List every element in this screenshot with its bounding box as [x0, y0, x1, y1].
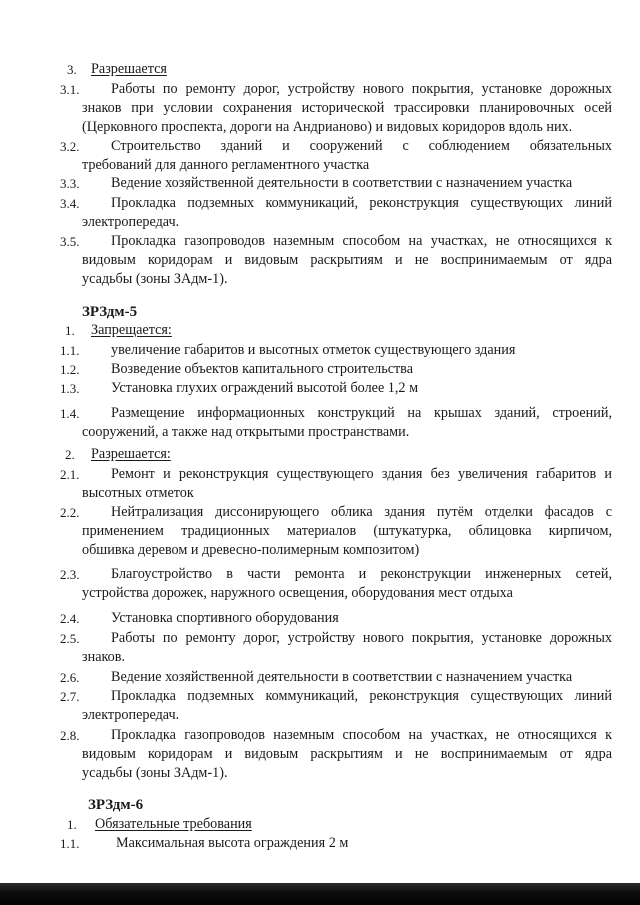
item-text: Установка спортивного оборудования: [111, 610, 339, 626]
item-number: 3.2.: [60, 139, 80, 154]
item-text: Прокладка подземных коммуникаций, реконструкция существующих линий: [111, 688, 612, 704]
item-text: Работы по ремонту дорог, устройству нового покрытия, установке дорожных: [111, 81, 612, 97]
item-number: 2.5.: [60, 631, 80, 646]
scan-edge-shadow: [0, 883, 640, 905]
item-text: обшивка деревом и древесно-полимерным композитом): [82, 542, 420, 558]
item-text: Возведение объектов капитального строительства: [111, 361, 413, 377]
item-text: Ремонт и реконструкция существующего здания без увеличения габаритов и: [111, 466, 612, 482]
item-text: сооружений, а также над открытыми пространствами.: [82, 424, 410, 440]
item-number: 2.2.: [60, 505, 80, 520]
item-text: (Церковного проспекта, дороги на Андрианово) и видовых коридоров вдоль них.: [82, 119, 573, 135]
section-title: Обязательные требования: [95, 816, 252, 832]
item-number: 1.2.: [60, 362, 80, 377]
item-text: Ведение хозяйственной деятельности в соответствии с назначением участка: [111, 175, 573, 191]
item-text: электропередач.: [82, 707, 180, 723]
item-number: 2.1.: [60, 467, 80, 482]
item-number: 3.1.: [60, 82, 80, 97]
item-text: высотных отметок: [82, 485, 194, 501]
section-number: 2.: [65, 447, 75, 462]
item-text: Нейтрализация диссонирующего облика здания путём отделки фасадов с: [111, 504, 612, 520]
item-text: знаков.: [82, 649, 126, 665]
zone-heading: ЗРЗдм-6: [88, 797, 144, 813]
item-number: 3.4.: [60, 196, 80, 211]
section-title: Разрешается:: [91, 446, 171, 462]
item-text: Работы по ремонту дорог, устройству нового покрытия, установке дорожных: [111, 630, 612, 646]
item-text: устройства дорожек, наружного освещения, оборудования мест отдыха: [82, 585, 513, 601]
section-title: Разрешается: [91, 61, 167, 77]
item-number: 3.3.: [60, 176, 80, 191]
section-title: Запрещается:: [91, 322, 172, 338]
item-number: 2.4.: [60, 611, 80, 626]
item-number: 1.1.: [60, 343, 80, 358]
item-text: Максимальная высота ограждения 2 м: [116, 835, 349, 851]
item-text: применением традиционных материалов (штукатурка, облицовка кирпичом,: [82, 523, 612, 539]
item-text: Ведение хозяйственной деятельности в соответствии с назначением участка: [111, 669, 573, 685]
item-text: Прокладка подземных коммуникаций, реконструкция существующих линий: [111, 195, 612, 211]
item-number: 2.7.: [60, 689, 80, 704]
item-text: усадьбы (зоны ЗАдм-1).: [82, 271, 228, 287]
section-number: 1.: [67, 817, 77, 832]
item-text: Размещение информационных конструкций на крышах зданий, строений,: [111, 405, 612, 421]
item-text: усадьбы (зоны ЗАдм-1).: [82, 765, 228, 781]
item-number: 3.5.: [60, 234, 80, 249]
item-text: видовым коридорам и видовым раскрытиям и не воспринимаемым от ядра: [82, 252, 612, 268]
item-text: Благоустройство в части ремонта и реконструкции инженерных сетей,: [111, 566, 612, 582]
item-text: электропередач.: [82, 214, 180, 230]
item-text: Строительство зданий и сооружений с соблюдением обязательных: [111, 138, 612, 154]
section-number: 3.: [67, 62, 77, 77]
item-text: Прокладка газопроводов наземным способом на участках, не относящихся к: [111, 727, 612, 743]
item-number: 2.6.: [60, 670, 80, 685]
item-number: 2.3.: [60, 567, 80, 582]
item-number: 2.8.: [60, 728, 80, 743]
zone-heading: ЗРЗдм-5: [82, 304, 138, 320]
item-text: требований для данного регламентного участка: [82, 157, 370, 173]
item-number: 1.3.: [60, 381, 80, 396]
item-text: увеличение габаритов и высотных отметок существующего здания: [111, 342, 516, 358]
section-number: 1.: [65, 323, 75, 338]
item-text: видовым коридорам и видовым раскрытиям и не воспринимаемым от ядра: [82, 746, 612, 762]
item-number: 1.4.: [60, 406, 80, 421]
item-text: Прокладка газопроводов наземным способом на участках, не относящихся к: [111, 233, 612, 249]
item-number: 1.1.: [60, 836, 80, 851]
item-text: Установка глухих ограждений высотой более 1,2 м: [111, 380, 419, 396]
item-text: знаков при условии сохранения исторической трассировки планировочных осей: [82, 100, 612, 116]
